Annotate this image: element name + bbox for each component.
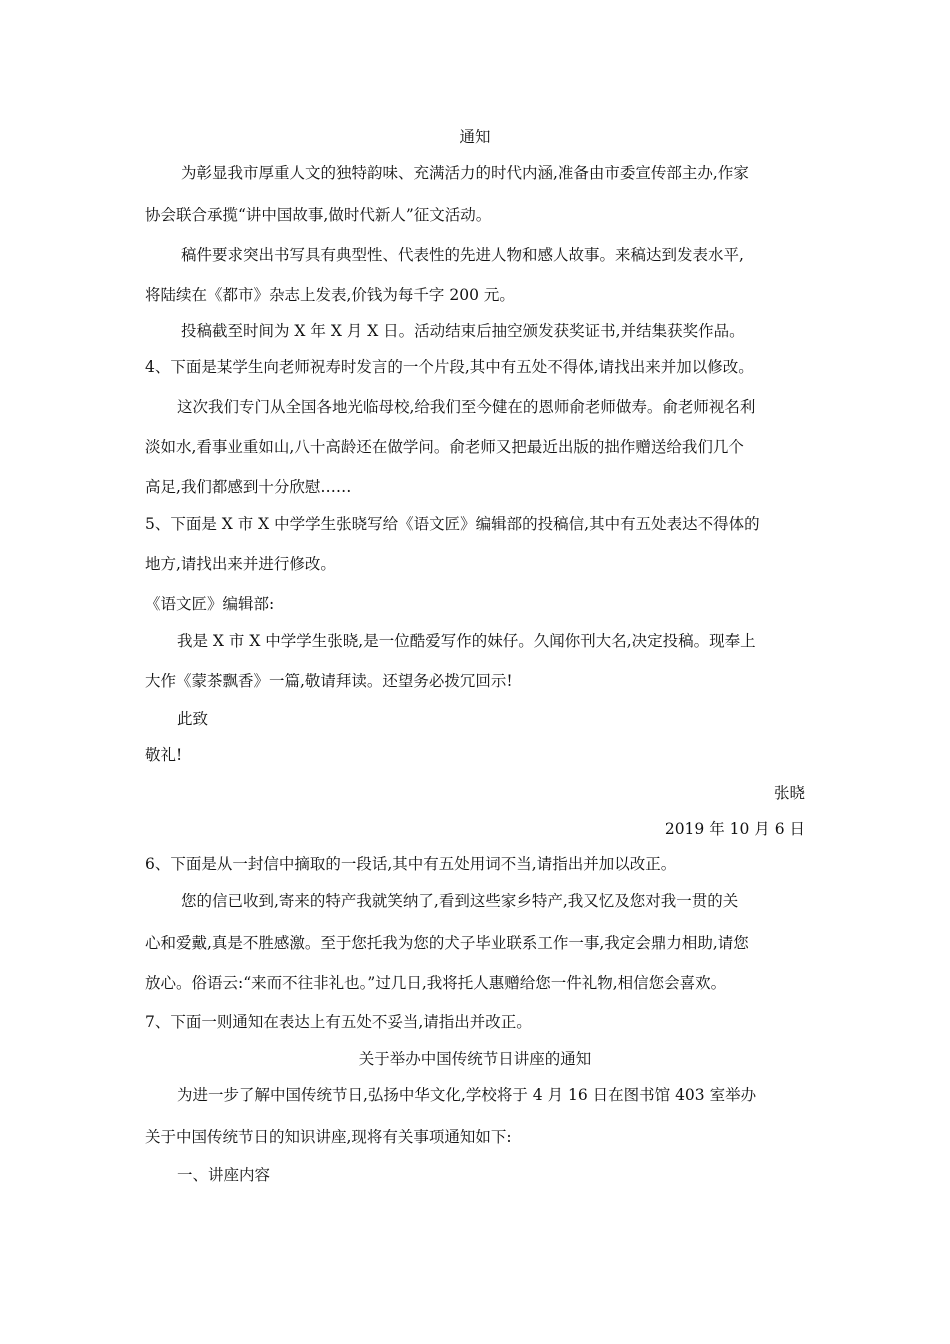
letter-closing-2: 敬礼! — [145, 746, 183, 764]
letter-signature: 张晓 — [773, 784, 805, 802]
letter-body-line-2: 大作《蒙茶飘香》一篇,敬请拜读。还望务必拨冗回示! — [145, 672, 513, 690]
question-4-passage-line-1: 这次我们专门从全国各地光临母校,给我们至今健在的恩师俞老师做寿。俞老师视名利 — [177, 398, 756, 416]
letter-closing-1: 此致 — [177, 710, 209, 728]
question-6-passage-line-2: 心和爱戴,真是不胜感激。至于您托我为您的犬子毕业联系工作一事,我定会鼎力相助,请您 — [145, 934, 749, 952]
question-4-passage-line-2: 淡如水,看事业重如山,八十高龄还在做学问。俞老师又把最近出版的拙作赠送给我们几个 — [145, 438, 744, 456]
notice-paragraph-2-line-2: 将陆续在《都市》杂志上发表,价钱为每千字 200 元。 — [145, 286, 515, 304]
notice-paragraph-1-line-1: 为彰显我市厚重人文的独特韵味、充满活力的时代内涵,准备由市委宣传部主办,作家 — [181, 164, 749, 182]
question-5-prompt-line-2: 地方,请找出来并进行修改。 — [145, 555, 336, 573]
question-4-passage-line-3: 高足,我们都感到十分欣慰…… — [145, 478, 352, 496]
question-5-prompt-line-1: 5、下面是 X 市 X 中学学生张晓写给《语文匠》编辑部的投稿信,其中有五处表达不得体的 — [145, 515, 760, 533]
notice-title: 通知 — [459, 128, 491, 146]
letter-salutation: 《语文匠》编辑部: — [145, 595, 275, 613]
letter-date: 2019 年 10 月 6 日 — [664, 820, 805, 838]
lecture-notice-line-2: 关于中国传统节日的知识讲座,现将有关事项通知如下: — [145, 1128, 512, 1146]
lecture-notice-line-1: 为进一步了解中国传统节日,弘扬中华文化,学校将于 4 月 16 日在图书馆 403 室举办 — [177, 1086, 757, 1104]
notice-paragraph-3-line-1: 投稿截至时间为 X 年 X 月 X 日。活动结束后抽空颁发获奖证书,并结集获奖作品。 — [181, 322, 745, 340]
lecture-notice-item-1: 一、讲座内容 — [177, 1166, 271, 1184]
notice-paragraph-1-line-2: 协会联合承揽“讲中国故事,做时代新人”征文活动。 — [145, 206, 492, 224]
question-6-prompt: 6、下面是从一封信中摘取的一段话,其中有五处用词不当,请指出并加以改正。 — [145, 855, 677, 873]
letter-body-line-1: 我是 X 市 X 中学学生张晓,是一位酷爱写作的妹仔。久闻你刊大名,决定投稿。现奉上 — [177, 632, 756, 650]
question-6-passage-line-3: 放心。俗语云:“来而不往非礼也。”过几日,我将托人惠赠给您一件礼物,相信您会喜欢。 — [145, 974, 727, 992]
question-6-passage-line-1: 您的信已收到,寄来的特产我就笑纳了,看到这些家乡特产,我又忆及您对我一贯的关 — [181, 892, 739, 910]
notice-paragraph-2-line-1: 稿件要求突出书写具有典型性、代表性的先进人物和感人故事。来稿达到发表水平, — [181, 246, 744, 264]
lecture-notice-title: 关于举办中国传统节日讲座的通知 — [358, 1050, 592, 1068]
question-7-prompt: 7、下面一则通知在表达上有五处不妥当,请指出并改正。 — [145, 1013, 532, 1031]
question-4-prompt: 4、下面是某学生向老师祝寿时发言的一个片段,其中有五处不得体,请找出来并加以修改。 — [145, 358, 754, 376]
